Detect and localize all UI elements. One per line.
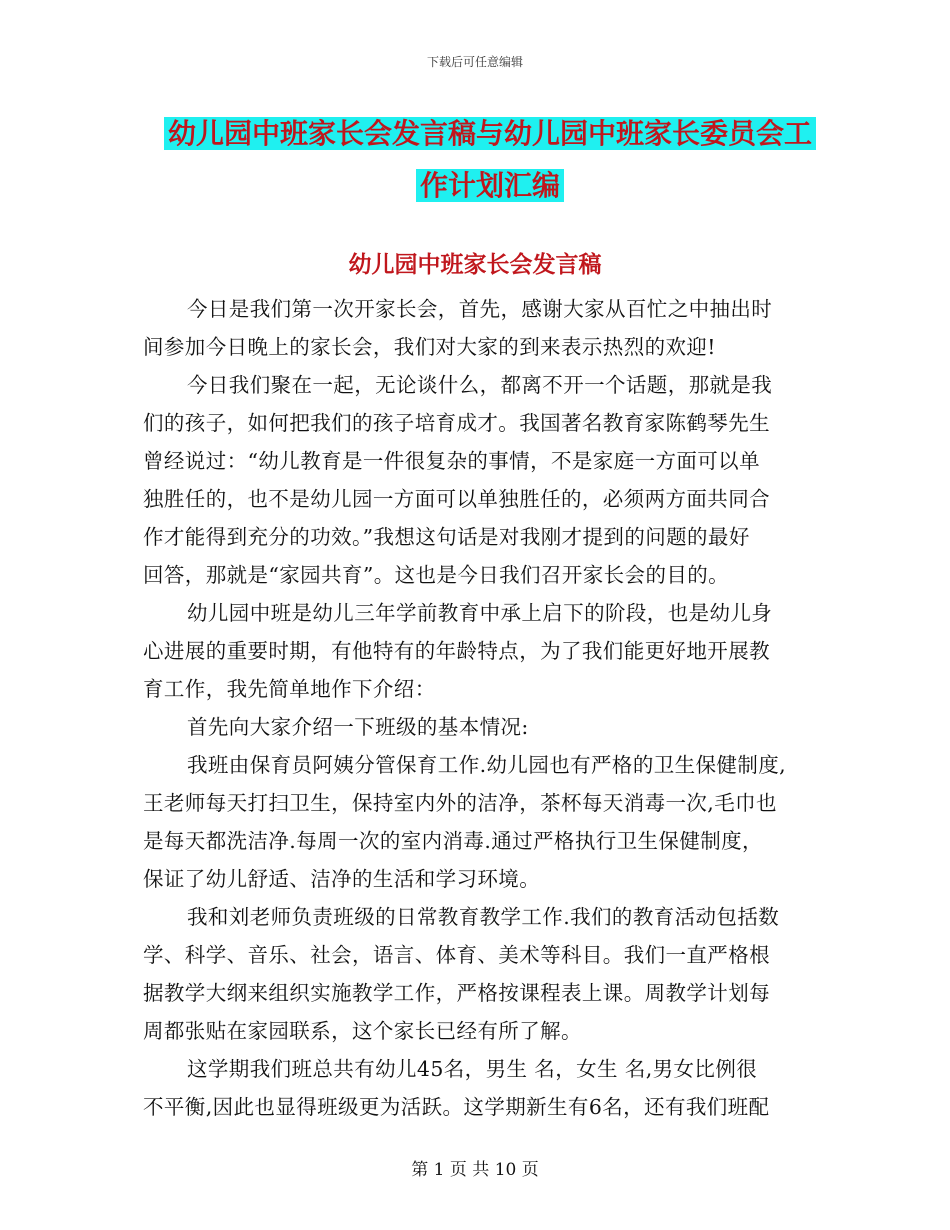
page-footer: 第 1 页 共 10 页	[411, 1160, 539, 1180]
text-line: 我和刘老师负责班级的日常教育教学工作.我们的教育活动包括数	[187, 905, 780, 929]
document-title-line-2: 作计划汇编	[416, 169, 564, 202]
text-line: 王老师每天打扫卫生，保持室内外的洁净，茶杯每天消毒一次,毛巾也	[143, 791, 777, 815]
text-line: 周都张贴在家园联系，这个家长已经有所了解。	[143, 1019, 582, 1043]
text-line: 是每天都洗洁净.每周一次的室内消毒.通过严格执行卫生保健制度，	[143, 829, 763, 853]
text-line: 独胜任的，也不是幼儿园一方面可以单独胜任的，必须两方面共同合	[143, 487, 770, 511]
header-note: 下载后可任意编辑	[426, 55, 523, 69]
text-line: 心进展的重要时期，有他特有的年龄特点，为了我们能更好地开展教	[143, 639, 770, 663]
body-text	[143, 290, 823, 1126]
text-line: 回答，那就是“家园共育”。这也是今日我们召开家长会的目的。	[143, 563, 730, 587]
text-line: 这学期我们班总共有幼儿45名，男生 名，女生 名,男女比例很	[187, 1057, 758, 1081]
text-line: 们的孩子，如何把我们的孩子培育成才。我国著名教育家陈鹤琴先生	[143, 411, 770, 435]
text-line: 今日是我们第一次开家长会，首先，感谢大家从百忙之中抽出时	[187, 297, 773, 321]
text-line: 学、科学、音乐、社会，语言、体育、美术等科目。我们一直严格根	[143, 943, 770, 967]
document-title	[140, 108, 840, 212]
section-title: 幼儿园中班家长会发言稿	[348, 252, 602, 278]
text-line: 幼儿园中班是幼儿三年学前教育中承上启下的阶段，也是幼儿身	[187, 601, 773, 625]
text-line: 曾经说过：“幼儿教育是一件很复杂的事情，不是家庭一方面可以单	[143, 449, 760, 473]
text-line: 据教学大纲来组织实施教学工作，严格按课程表上课。周教学计划每	[143, 981, 770, 1005]
text-line: 作才能得到充分的功效。”我想这句话是对我刚才提到的问题的最好	[143, 525, 750, 549]
text-line: 首先向大家介绍一下班级的基本情况:	[187, 715, 529, 739]
document-title-line-1: 幼儿园中班家长会发言稿与幼儿园中班家长委员会工	[164, 117, 816, 150]
text-line: 不平衡,因此也显得班级更为活跃。这学期新生有6名，还有我们班配	[143, 1095, 770, 1119]
text-line: 间参加今日晚上的家长会，我们对大家的到来表示热烈的欢迎!	[143, 335, 716, 359]
text-line: 育工作，我先简单地作下介绍：	[143, 677, 436, 701]
text-line: 保证了幼儿舒适、洁净的生活和学习环境。	[143, 867, 541, 891]
text-line: 我班由保育员阿姨分管保育工作.幼儿园也有严格的卫生保健制度,	[187, 753, 787, 777]
text-line: 今日我们聚在一起，无论谈什么，都离不开一个话题，那就是我	[187, 373, 773, 397]
